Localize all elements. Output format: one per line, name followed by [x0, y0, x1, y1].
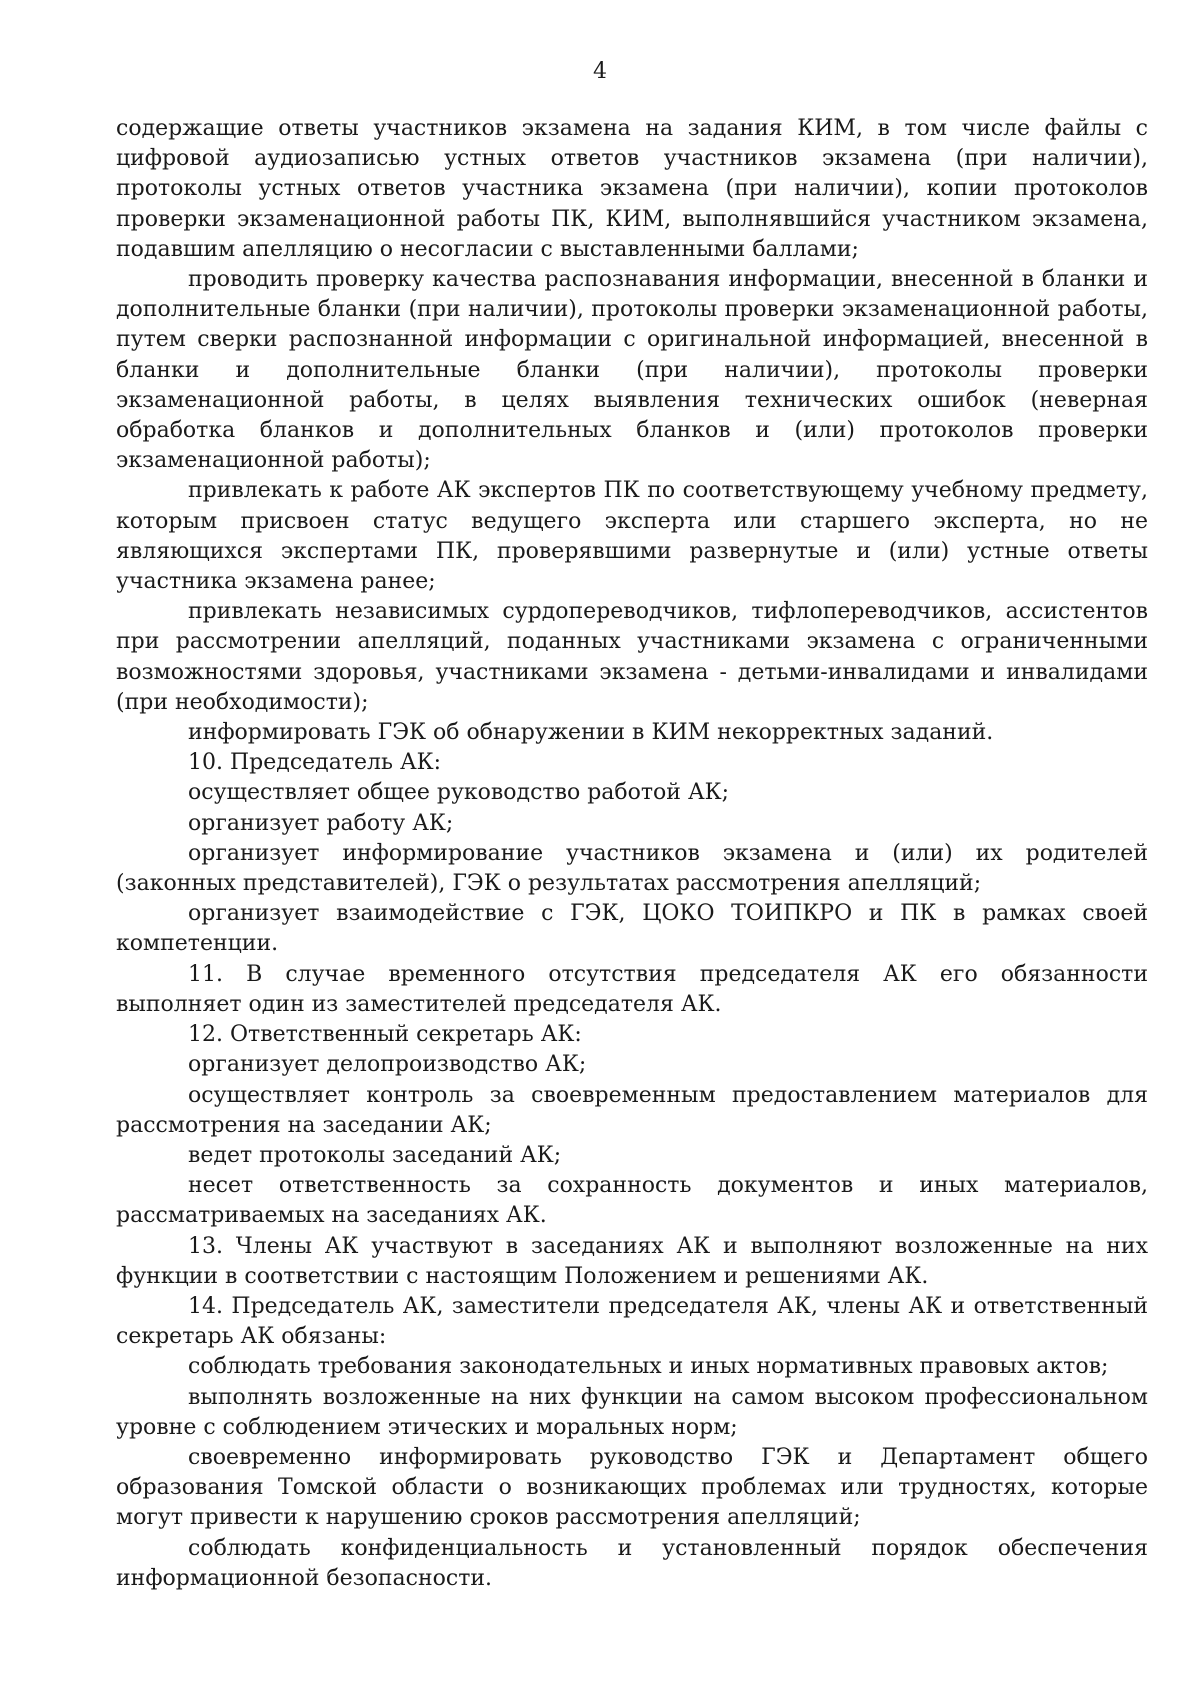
paragraph: соблюдать конфиденциальность и установленный порядок обеспечения информационной безопасности.	[116, 1535, 1148, 1591]
paragraph: проводить проверку качества распознавания информации, внесенной в бланки и дополнительные бланки (при наличии), протоколы проверки экзаменационной работы, путем сверки распознанной информации с оригинальной информацией, внесенной в бланки и дополнительные бланки (при наличии), протоколы проверки экзаменационной работы, в целях выявления технических ошибок (неверная обработка бланков и дополнительных бланков и (или) протоколов проверки экзаменационной работы);	[116, 267, 1148, 474]
document-body	[116, 114, 1148, 1594]
paragraph: организует информирование участников экзамена и (или) их родителей (законных представителей), ГЭК о результатах рассмотрения апелляций;	[116, 840, 1148, 897]
paragraph: содержащие ответы участников экзамена на задания КИМ, в том числе файлы с цифровой аудиозаписью устных ответов участников экзамена (при наличии), протоколы устных ответов участника экзамена (при наличии), копии протоколов проверки экзаменационной работы ПК, КИМ, выполнявшийся участником экзамена, подавшим апелляцию о несогласии с выставленными баллами;	[116, 116, 1148, 262]
paragraph: информировать ГЭК об обнаружении в КИМ некорректных заданий.	[188, 720, 994, 746]
paragraph: ведет протоколы заседаний АК;	[188, 1142, 562, 1168]
paragraph: 11. В случае временного отсутствия председателя АК его обязанности выполняет один из заместителей председателя АК.	[116, 961, 1148, 1017]
section-heading: 12. Ответственный секретарь АК:	[188, 1022, 582, 1048]
paragraph: соблюдать требования законодательных и иных нормативных правовых актов;	[188, 1354, 1109, 1380]
paragraph: осуществляет общее руководство работой АК;	[188, 780, 730, 806]
paragraph: своевременно информировать руководство ГЭК и Департамент общего образования Томской области о возникающих проблемах или трудностях, которые могут привести к нарушению сроков рассмотрения апелляций;	[116, 1444, 1148, 1531]
paragraph: выполнять возложенные на них функции на самом высоком профессиональном уровне с соблюдением этических и моральных норм;	[116, 1384, 1148, 1440]
section-heading: 10. Председатель АК:	[188, 750, 442, 776]
paragraph: организует делопроизводство АК;	[188, 1052, 587, 1078]
section-heading: 14. Председатель АК, заместители председателя АК, члены АК и ответственный секретарь АК обязаны:	[116, 1293, 1148, 1350]
page-number: 4	[593, 59, 607, 84]
paragraph: привлекать к работе АК экспертов ПК по соответствующему учебному предмету, которым присвоен статус ведущего эксперта или старшего эксперта, но не являющихся экспертами ПК, проверявшими развернутые и (или) устные ответы участника экзамена ранее;	[116, 478, 1148, 595]
paragraph: привлекать независимых сурдопереводчиков, тифлопереводчиков, ассистентов при рассмотрении апелляций, поданных участниками экзамена с ограниченными возможностями здоровья, участниками экзамена - детьми-инвалидами и инвалидами (при необходимости);	[116, 599, 1148, 715]
paragraph: осуществляет контроль за своевременным предоставлением материалов для рассмотрения на заседании АК;	[116, 1082, 1148, 1138]
paragraph: организует работу АК;	[188, 810, 454, 836]
paragraph: организует взаимодействие с ГЭК, ЦОКО ТОИПКРО и ПК в рамках своей компетенции.	[116, 901, 1148, 957]
paragraph: несет ответственность за сохранность документов и иных материалов, рассматриваемых на заседаниях АК.	[116, 1173, 1148, 1229]
paragraph: 13. Члены АК участвуют в заседаниях АК и выполняют возложенные на них функции в соответствии с настоящим Положением и решениями АК.	[116, 1233, 1148, 1289]
